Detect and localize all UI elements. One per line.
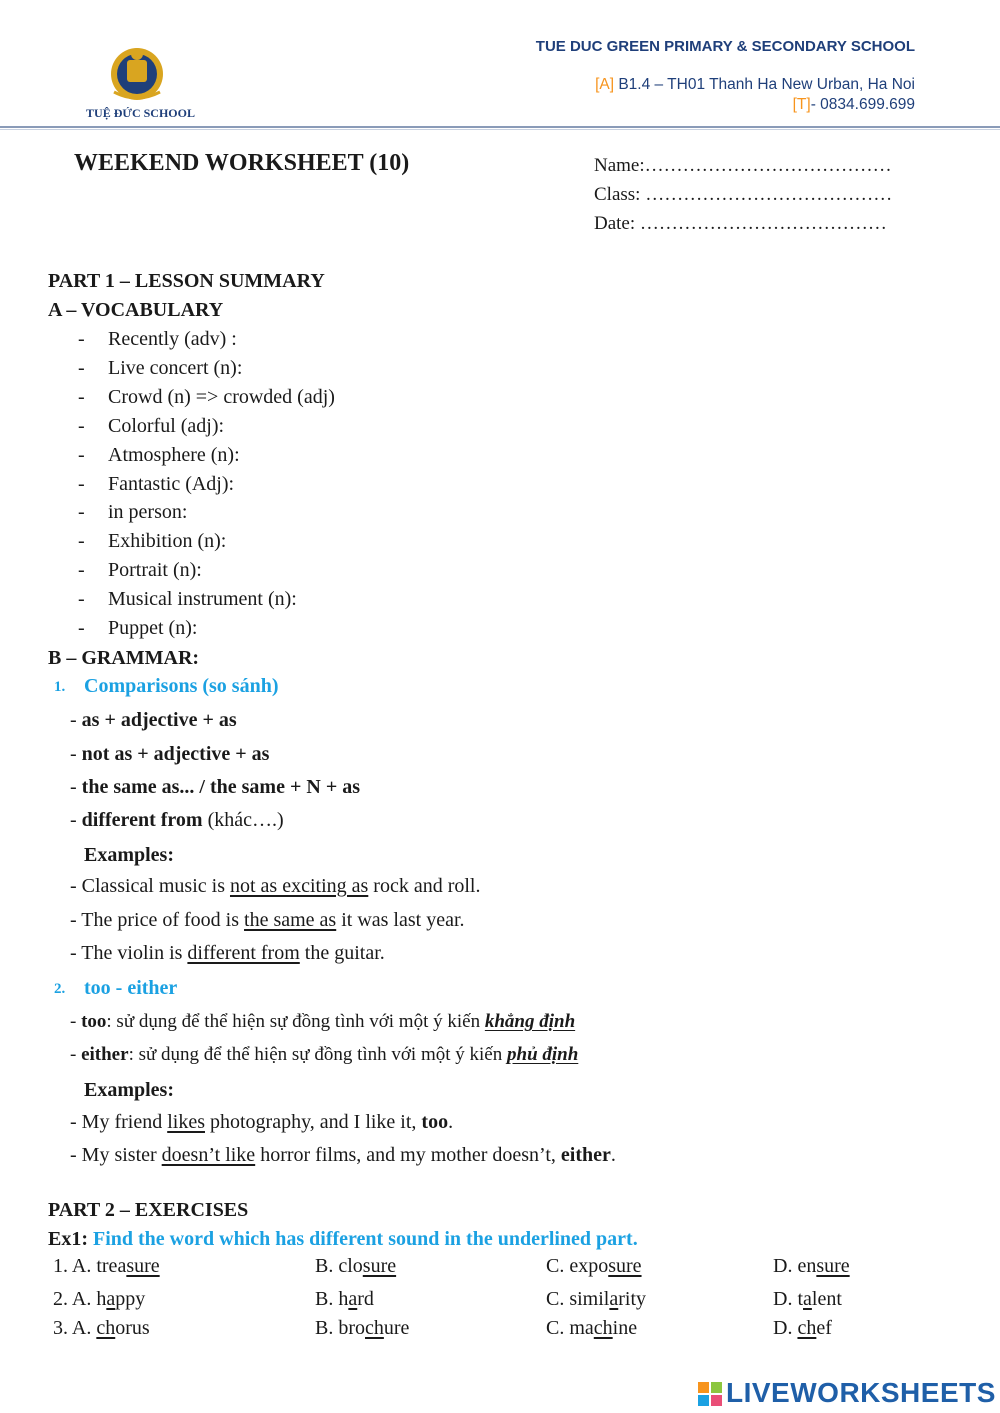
liveworksheets-logo[interactable] <box>698 1376 998 1410</box>
example-sentence: - The price of food is the same as it was last year. <box>70 909 465 931</box>
worksheet-title: WEEKEND WORKSHEET (10) <box>74 150 410 176</box>
grammar-rule-either: - either: sử dụng để thể hiện sự đồng tình với một ý kiến phủ định <box>70 1044 579 1065</box>
vocab-item: - Exhibition (n): <box>78 530 227 552</box>
header-divider-thin <box>0 129 1000 130</box>
examples-label: Examples: <box>84 844 174 866</box>
grammar-rule-too: - too: sử dụng để thể hiện sự đồng tình với một ý kiến khẳng định <box>70 1011 576 1032</box>
vocab-item: - Portrait (n): <box>78 559 202 581</box>
grammar-rule: - different from (khác….) <box>70 809 284 831</box>
school-name: TUE DUC GREEN PRIMARY & SECONDARY SCHOOL <box>535 38 915 55</box>
example-sentence: - The violin is different from the guitar. <box>70 942 385 964</box>
question-1-option-a[interactable]: 1. A. treasure <box>53 1255 160 1277</box>
class-field[interactable]: Class: ………………………………… <box>594 184 893 205</box>
vocab-item: - Colorful (adj): <box>78 415 225 437</box>
date-field[interactable]: Date: ………………………………… <box>594 213 887 234</box>
address-text: B1.4 – TH01 Thanh Ha New Urban, Ha Noi <box>614 76 915 93</box>
grammar-number-1: 1. <box>54 679 66 695</box>
phone-text: - 0834.699.699 <box>810 96 915 113</box>
question-1-option-c[interactable]: C. exposure <box>546 1255 642 1277</box>
school-phone <box>495 96 915 114</box>
example-sentence: - My sister doesn’t like horror films, and my mother doesn’t, either. <box>70 1144 616 1166</box>
logo-text: TUỆ ĐỨC SCHOOL <box>86 106 195 120</box>
vocab-item: - Crowd (n) => crowded (adj) <box>78 386 335 408</box>
question-3-option-c[interactable]: C. machine <box>546 1317 638 1339</box>
phone-tag: [T] <box>792 96 811 113</box>
examples-label: Examples: <box>84 1079 174 1101</box>
ex1-instruction: Ex1: Find the word which has different sound in the underlined part. <box>48 1228 638 1250</box>
name-field[interactable]: Name:………………………………… <box>594 155 892 176</box>
example-sentence: - Classical music is not as exciting as rock and roll. <box>70 875 481 897</box>
vocab-item: - Recently (adv) : <box>78 328 237 350</box>
question-2-option-b[interactable]: B. hard <box>315 1288 374 1310</box>
vocab-item: - Atmosphere (n): <box>78 444 240 466</box>
school-logo <box>70 38 205 130</box>
question-1-option-b[interactable]: B. closure <box>315 1255 397 1277</box>
grammar-number-2: 2. <box>54 981 66 997</box>
question-3-option-d[interactable]: D. chef <box>773 1317 832 1339</box>
question-1-option-d[interactable]: D. ensure <box>773 1255 850 1277</box>
question-3-option-a[interactable]: 3. A. chorus <box>53 1317 150 1339</box>
vocab-title: A – VOCABULARY <box>48 299 224 321</box>
grammar-title: B – GRAMMAR: <box>48 647 200 669</box>
question-2-option-c[interactable]: C. similarity <box>546 1288 647 1310</box>
grammar-rule: - the same as... / the same + N + as <box>70 776 360 798</box>
header-divider <box>0 126 1000 128</box>
liveworksheets-icon <box>698 1382 722 1406</box>
grammar-rule: - not as + adjective + as <box>70 743 270 765</box>
grammar-rule: - as + adjective + as <box>70 709 237 731</box>
liveworksheets-text: LIVEWORKSHEETS <box>726 1377 996 1408</box>
vocab-item: - Puppet (n): <box>78 617 198 639</box>
grammar-title-comparisons: Comparisons (so sánh) <box>84 675 279 697</box>
question-3-option-b[interactable]: B. brochure <box>315 1317 410 1339</box>
question-2-option-d[interactable]: D. talent <box>773 1288 842 1310</box>
school-address <box>495 76 915 94</box>
grammar-title-too-either: too - either <box>84 977 178 999</box>
part1-title: PART 1 – LESSON SUMMARY <box>48 270 325 292</box>
vocab-item: - Musical instrument (n): <box>78 588 297 610</box>
address-tag: [A] <box>595 76 615 93</box>
question-2-option-a[interactable]: 2. A. happy <box>53 1288 146 1310</box>
vocab-item: - Fantastic (Adj): <box>78 473 235 495</box>
example-sentence: - My friend likes photography, and I like it, too. <box>70 1111 454 1133</box>
vocab-item: - Live concert (n): <box>78 357 243 379</box>
vocab-item: - in person: <box>78 501 188 523</box>
part2-title: PART 2 – EXERCISES <box>48 1199 249 1221</box>
